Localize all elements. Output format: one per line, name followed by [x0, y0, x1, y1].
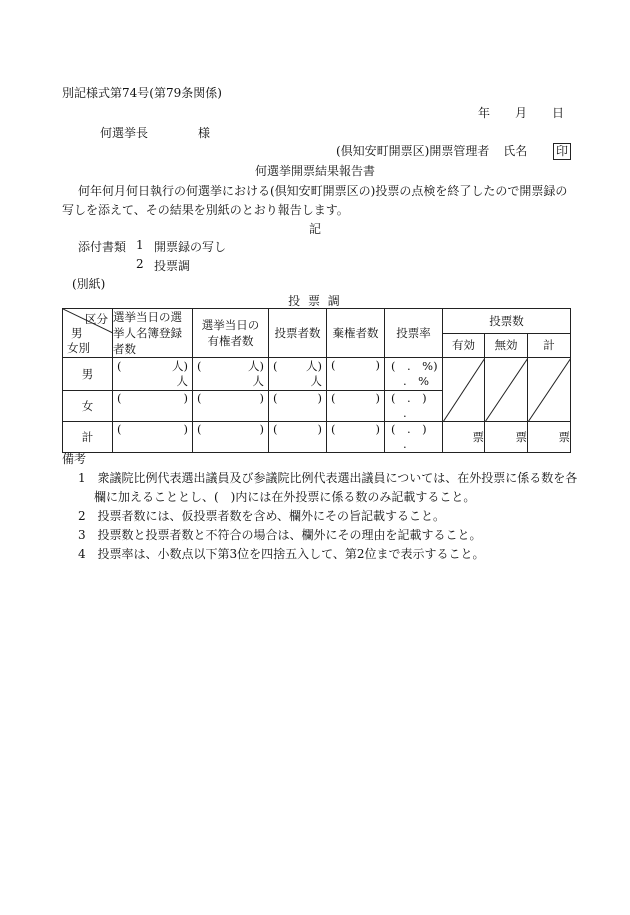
remarks-heading: 備考	[62, 452, 87, 466]
header-registered-line-2: 挙人名簿登録	[113, 326, 182, 340]
corner-division: 区分	[85, 312, 108, 326]
sender-line	[336, 142, 571, 160]
unit-person: 人	[310, 374, 322, 388]
turnout-top: ( . )	[391, 391, 427, 405]
date-month: 月	[515, 106, 528, 120]
invalid-slash-cell	[485, 358, 528, 422]
turnout-bottom: .	[403, 406, 407, 420]
turnout-top: ( . %)	[391, 359, 438, 373]
remark-num: 3	[78, 528, 86, 542]
valid-slash-cell	[443, 358, 485, 422]
male-turnout-cell	[385, 358, 443, 391]
sender-name-label: 氏名	[503, 144, 528, 158]
male-abstainers-cell	[327, 358, 385, 391]
remark-1	[62, 469, 582, 488]
turnout-bottom: . %	[403, 374, 430, 388]
annex-label: (別紙)	[72, 277, 106, 291]
remark-text: 衆議院比例代表選出議員及び参議院比例代表選出議員については、在外投票に係る数を各	[97, 471, 578, 485]
header-abstainers: 棄権者数	[327, 309, 385, 358]
paren-open: (	[331, 391, 336, 405]
header-eligible	[193, 309, 269, 358]
paren-close: )	[183, 422, 188, 436]
female-voters-cell	[269, 391, 327, 422]
paren-open: (	[331, 358, 336, 372]
attachment-1-num: 1	[136, 238, 144, 252]
sender-org: (倶知安町開票区)開票管理者	[336, 144, 490, 158]
slash-mark	[528, 358, 571, 422]
male-eligible-cell	[193, 358, 269, 391]
paren-open: (	[117, 359, 122, 373]
slash-mark	[485, 358, 528, 422]
female-eligible-cell	[193, 391, 269, 422]
header-total: 計	[528, 333, 571, 358]
paren-open: (	[273, 422, 278, 436]
remark-4	[62, 545, 582, 564]
ki-label: 記	[308, 222, 321, 236]
attachment-2-num: 2	[136, 257, 144, 271]
total-invalid-cell: 票	[485, 422, 528, 453]
paren-close: )	[183, 391, 188, 405]
total-slash-cell	[528, 358, 571, 422]
remark-text: 投票者数には、仮投票者数を含め、欄外にその旨記載すること。	[97, 509, 445, 523]
paren-open: (	[197, 422, 202, 436]
header-ballots: 投票数	[443, 309, 571, 334]
remark-1-cont: 欄に加えることとし、( )内には在外投票に係る数のみ記載すること。	[94, 490, 476, 504]
turnout-top: ( . )	[391, 422, 427, 436]
corner-gender: 女別	[67, 341, 90, 355]
date-day: 日	[552, 106, 565, 120]
total-total-cell: 票	[528, 422, 571, 453]
form-number: 別記様式第74号(第79条関係)	[62, 86, 222, 100]
paren-open: (	[117, 391, 122, 405]
paren-close: )	[259, 391, 264, 405]
paren-close: )	[375, 358, 380, 372]
remark-text: 投票率は、小数点以下第3位を四捨五入して、第2位まで表示すること。	[97, 547, 485, 561]
corner-male: 男	[71, 326, 83, 340]
paren-close: 人)	[248, 359, 264, 373]
male-voters-cell	[269, 358, 327, 391]
attachment-2-text: 投票調	[154, 259, 191, 273]
header-turnout: 投票率	[385, 309, 443, 358]
paren-open: (	[197, 391, 202, 405]
paren-open: (	[197, 359, 202, 373]
remark-num: 1	[78, 471, 86, 485]
seal-stamp: 印	[553, 143, 571, 160]
header-eligible-line-1: 選挙当日の	[201, 318, 260, 332]
paren-close: 人)	[306, 359, 322, 373]
paren-close: )	[375, 391, 380, 405]
remark-text: 投票数と投票者数と不符合の場合は、欄外にその理由を記載すること。	[97, 528, 482, 542]
table-title: 投 票 調	[288, 294, 342, 308]
paren-open: (	[331, 422, 336, 436]
paren-close: )	[317, 391, 322, 405]
remark-2	[62, 507, 582, 526]
attachment-1-text: 開票録の写し	[154, 240, 227, 254]
total-turnout-cell	[385, 422, 443, 453]
header-registered	[113, 309, 193, 358]
paren-open: (	[117, 422, 122, 436]
female-registered-cell	[113, 391, 193, 422]
paren-close: )	[317, 422, 322, 436]
attachments-label: 添付書類	[78, 240, 127, 254]
male-registered-cell	[113, 358, 193, 391]
paren-open: (	[273, 391, 278, 405]
total-abstainers-cell	[327, 422, 385, 453]
remark-3	[62, 526, 582, 545]
slash-mark	[443, 358, 485, 422]
total-eligible-cell	[193, 422, 269, 453]
header-voters: 投票者数	[269, 309, 327, 358]
total-registered-cell	[113, 422, 193, 453]
voting-table	[62, 308, 571, 453]
unit-person: 人	[176, 374, 188, 388]
date-year: 年	[478, 106, 491, 120]
row-label-male: 男	[63, 358, 113, 391]
corner-cell	[63, 309, 113, 358]
paren-close: 人)	[172, 359, 188, 373]
female-abstainers-cell	[327, 391, 385, 422]
remark-num: 4	[78, 547, 86, 561]
row-label-total: 計	[63, 422, 113, 453]
paren-open: (	[273, 359, 278, 373]
remark-num: 2	[78, 509, 86, 523]
body-line-1: 何年何月何日執行の何選挙における(倶知安町開票区の)投票の点検を終了したので開票録の	[78, 184, 568, 198]
unit-person: 人	[252, 374, 264, 388]
addressee-honorific: 様	[198, 126, 211, 140]
addressee-name: 何選挙長	[100, 126, 149, 140]
body-line-2: 写しを添えて、その結果を別紙のとおり報告します。	[62, 203, 349, 217]
turnout-bottom: .	[403, 437, 407, 451]
row-label-female: 女	[63, 391, 113, 422]
header-eligible-line-2: 有権者数	[207, 334, 254, 348]
header-invalid: 無効	[485, 333, 528, 358]
total-valid-cell: 票	[443, 422, 485, 453]
paren-close: )	[375, 422, 380, 436]
header-valid: 有効	[443, 333, 485, 358]
female-turnout-cell	[385, 391, 443, 422]
paren-close: )	[259, 422, 264, 436]
header-registered-line-3: 者数	[113, 342, 136, 356]
remarks-section	[62, 450, 582, 564]
header-registered-line-1: 選挙当日の選	[113, 310, 182, 324]
total-voters-cell	[269, 422, 327, 453]
document-title: 何選挙開票結果報告書	[254, 164, 375, 178]
